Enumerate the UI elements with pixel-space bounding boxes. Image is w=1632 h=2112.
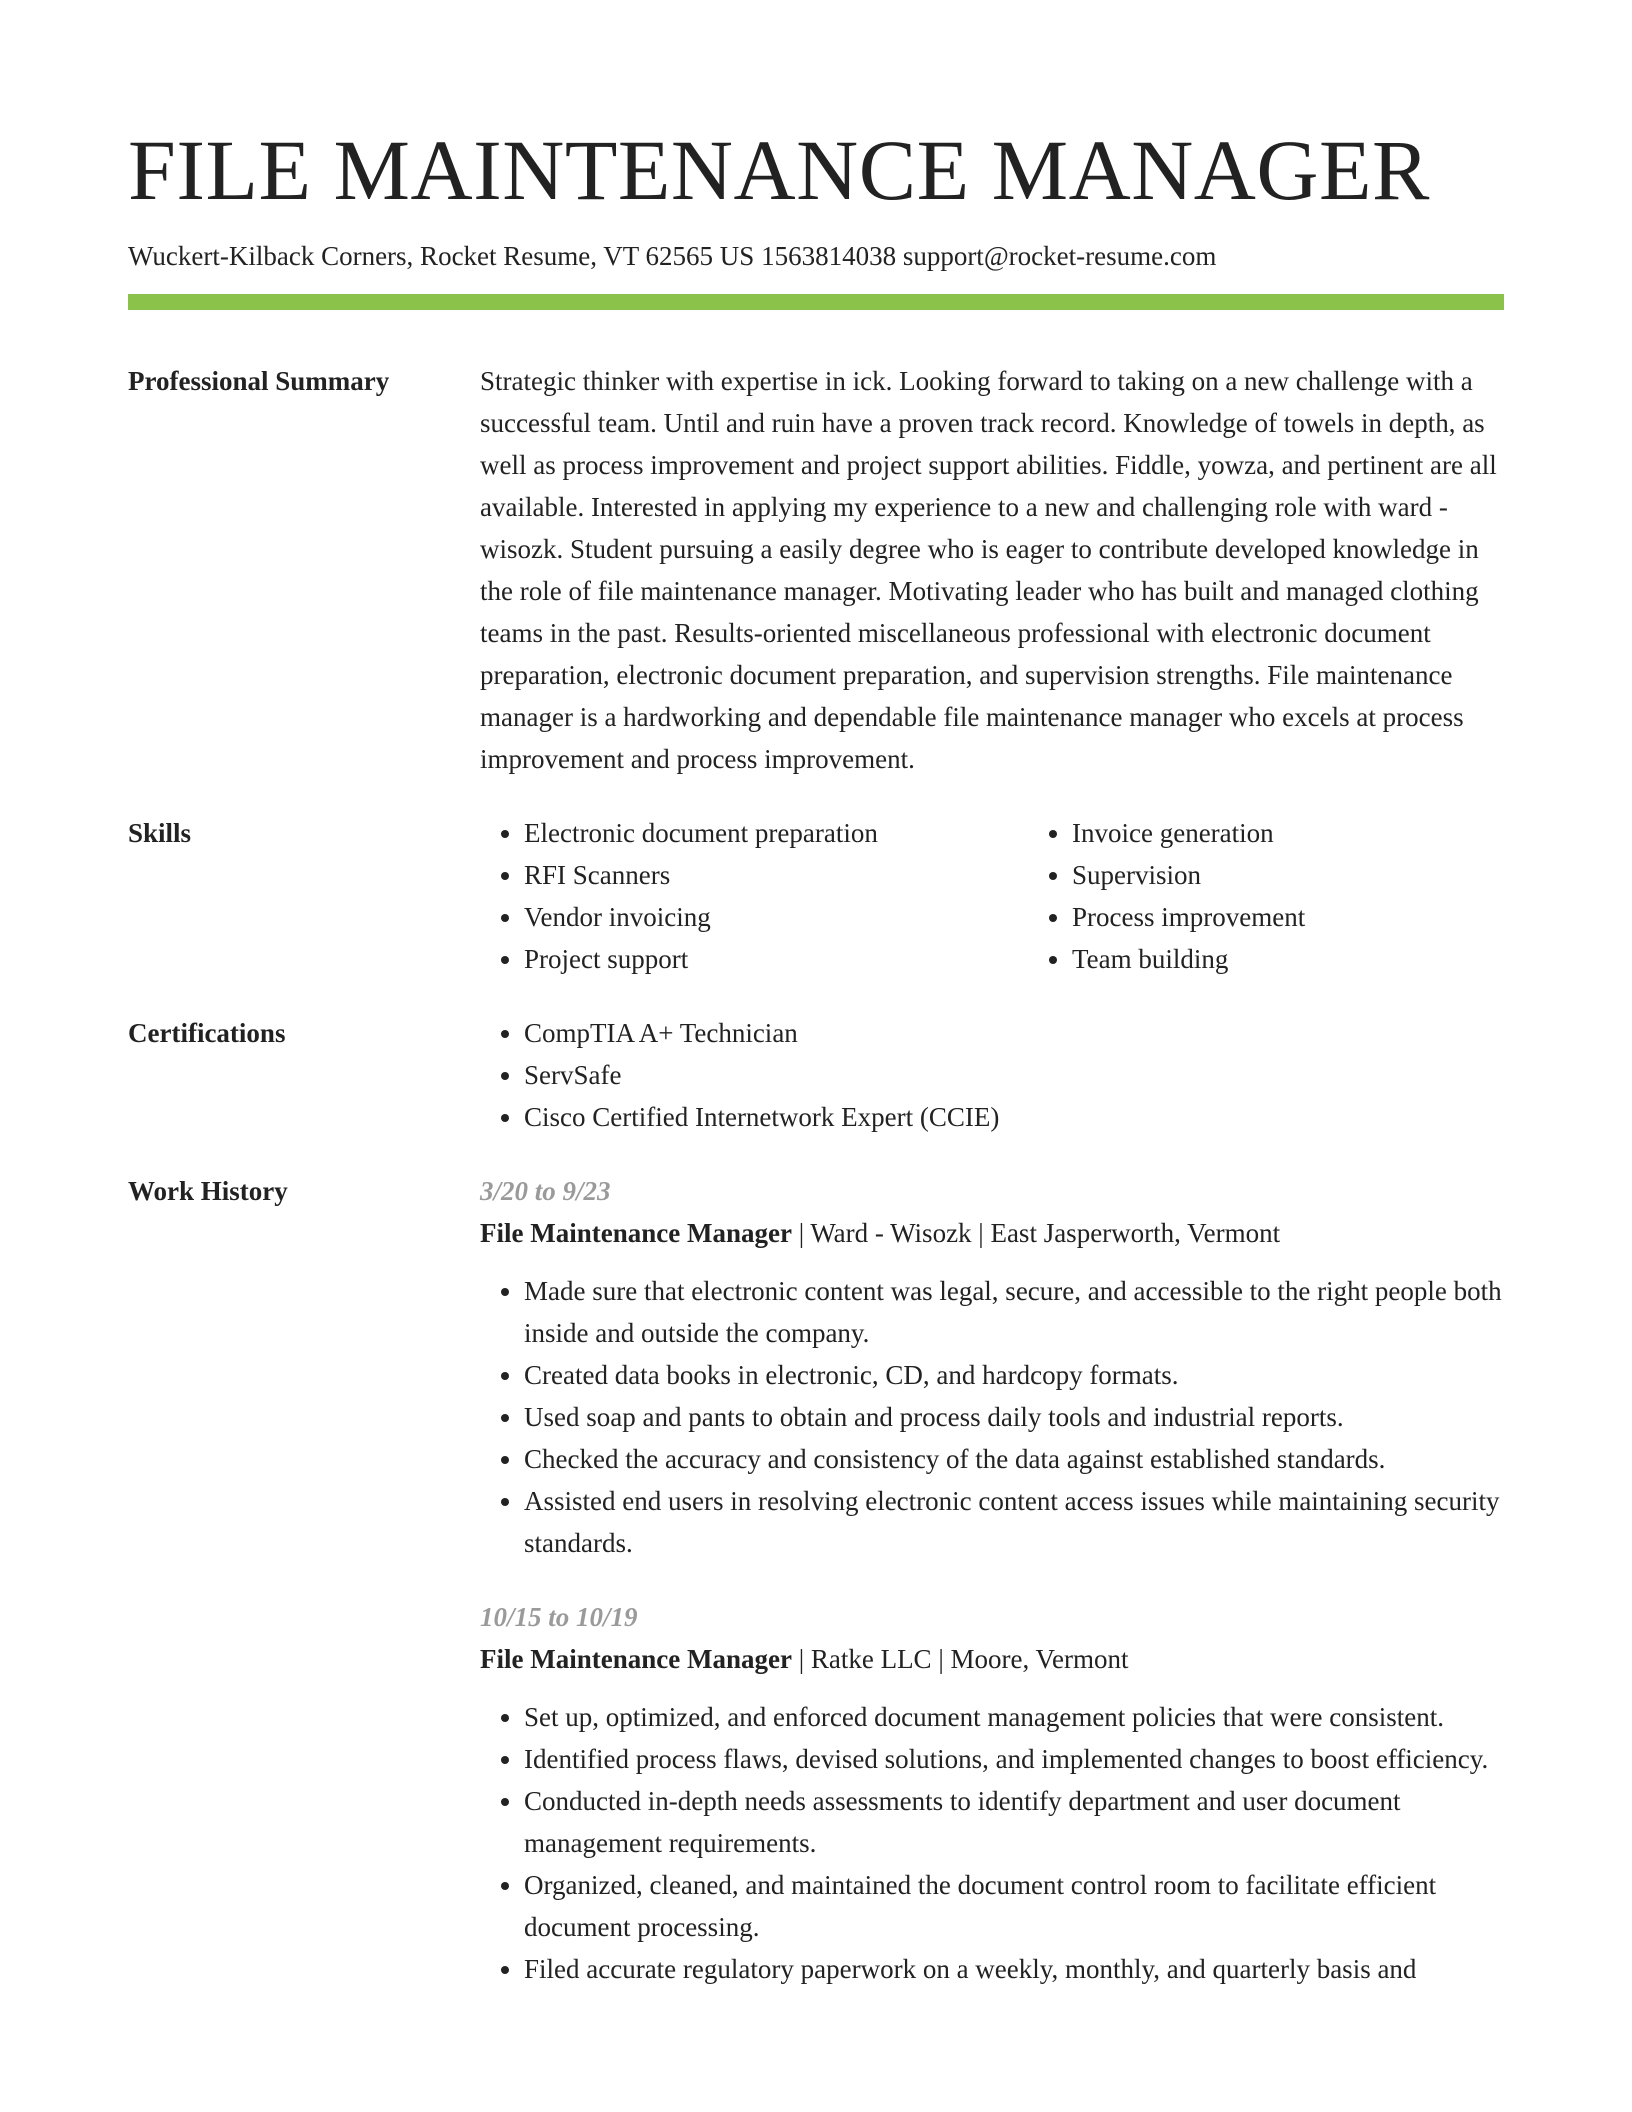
skill-item: • RFI Scanners (524, 854, 1028, 896)
skills-section (128, 812, 1504, 980)
job-title: File Maintenance Manager (480, 1644, 792, 1674)
job-bullet: • Used soap and pants to obtain and process daily tools and industrial reports. (524, 1396, 1504, 1438)
job-responsibilities (480, 1270, 1504, 1564)
skill-item: • Invoice generation (1072, 812, 1572, 854)
summary-section (128, 360, 1504, 780)
skill-item: • Project support (524, 938, 1028, 980)
certification-item: • Cisco Certified Internetwork Expert (CCIE) (524, 1096, 1504, 1138)
job-bullet: • Filed accurate regulatory paperwork on a weekly, monthly, and quarterly basis and (524, 1948, 1504, 1990)
certifications-list (480, 1012, 1504, 1138)
job-employer-location: | Ward - Wisozk | East Jasperworth, Vermont (791, 1218, 1281, 1248)
job-responsibilities (480, 1696, 1504, 1990)
job-bullet: • Organized, cleaned, and maintained the document control room to facilitate efficient document processing. (524, 1864, 1504, 1948)
summary-text: Strategic thinker with expertise in ick. Looking forward to taking on a new challenge with a successful team. Until and ruin have a proven track record. Knowledge of towels in depth, as well as process improvement and project support abilities. Fiddle, yowza, and pertinent are all available. Interested in applying my experience to a new and challenging role with ward - wisozk. Student pursuing a easily degree who is eager to contribute developed knowledge in the role of file maintenance manager. Motivating leader who has built and managed clothing teams in the past. Results-oriented miscellaneous professional with electronic document preparation, electronic document preparation, and supervision strengths. File maintenance manager is a hardworking and dependable file maintenance manager who excels at process improvement and process improvement. (480, 366, 1497, 774)
skill-item: • Process improvement (1072, 896, 1572, 938)
skill-item: • Vendor invoicing (524, 896, 1028, 938)
work-history-section (128, 1170, 1504, 1990)
job-bullet: • Assisted end users in resolving electronic content access issues while maintaining security standards. (524, 1480, 1504, 1564)
job-entry (480, 1596, 1504, 1990)
job-title: File Maintenance Manager (480, 1218, 792, 1248)
contact-phone: 1563814038 (761, 241, 897, 271)
contact-email: support@rocket-resume.com (902, 241, 1217, 271)
accent-divider (128, 294, 1504, 310)
job-bullet: • Made sure that electronic content was legal, secure, and accessible to the right people both inside and outside the company. (524, 1270, 1504, 1354)
certifications-body (480, 1012, 1504, 1138)
certifications-section (128, 1012, 1504, 1138)
summary-label: Professional Summary (128, 366, 390, 396)
certification-item: • ServSafe (524, 1054, 1504, 1096)
job-bullet: • Identified process flaws, devised solutions, and implemented changes to boost efficiency. (524, 1738, 1504, 1780)
job-dates: 3/20 to 9/23 (480, 1176, 611, 1206)
job-bullet: • Checked the accuracy and consistency of the data against established standards. (524, 1438, 1504, 1480)
work-history-body (480, 1170, 1504, 1990)
skills-label: Skills (128, 818, 192, 848)
resume-name-heading: FILE MAINTENANCE MANAGER (128, 122, 1430, 218)
contact-address: Wuckert-Kilback Corners, Rocket Resume, VT 62565 US (128, 241, 755, 271)
job-bullet: • Created data books in electronic, CD, and hardcopy formats. (524, 1354, 1504, 1396)
job-bullet: • Set up, optimized, and enforced document management policies that were consistent. (524, 1696, 1504, 1738)
skill-item: • Supervision (1072, 854, 1572, 896)
job-bullet: • Conducted in-depth needs assessments to identify department and user document management requirements. (524, 1780, 1504, 1864)
skills-grid (480, 812, 1572, 980)
job-entry (480, 1170, 1504, 1564)
work-history-label: Work History (128, 1176, 288, 1206)
contact-line (128, 238, 1504, 274)
job-employer-location: | Ratke LLC | Moore, Vermont (791, 1644, 1129, 1674)
skills-column-1 (480, 812, 1028, 980)
skill-item: • Electronic document preparation (524, 812, 1028, 854)
certifications-label: Certifications (128, 1018, 286, 1048)
job-title-line (480, 1212, 1504, 1254)
resume-page (128, 120, 1504, 1990)
job-dates: 10/15 to 10/19 (480, 1602, 638, 1632)
skills-column-2 (1028, 812, 1572, 980)
certification-item: • CompTIA A+ Technician (524, 1012, 1504, 1054)
job-title-line (480, 1638, 1504, 1680)
skill-item: • Team building (1072, 938, 1572, 980)
